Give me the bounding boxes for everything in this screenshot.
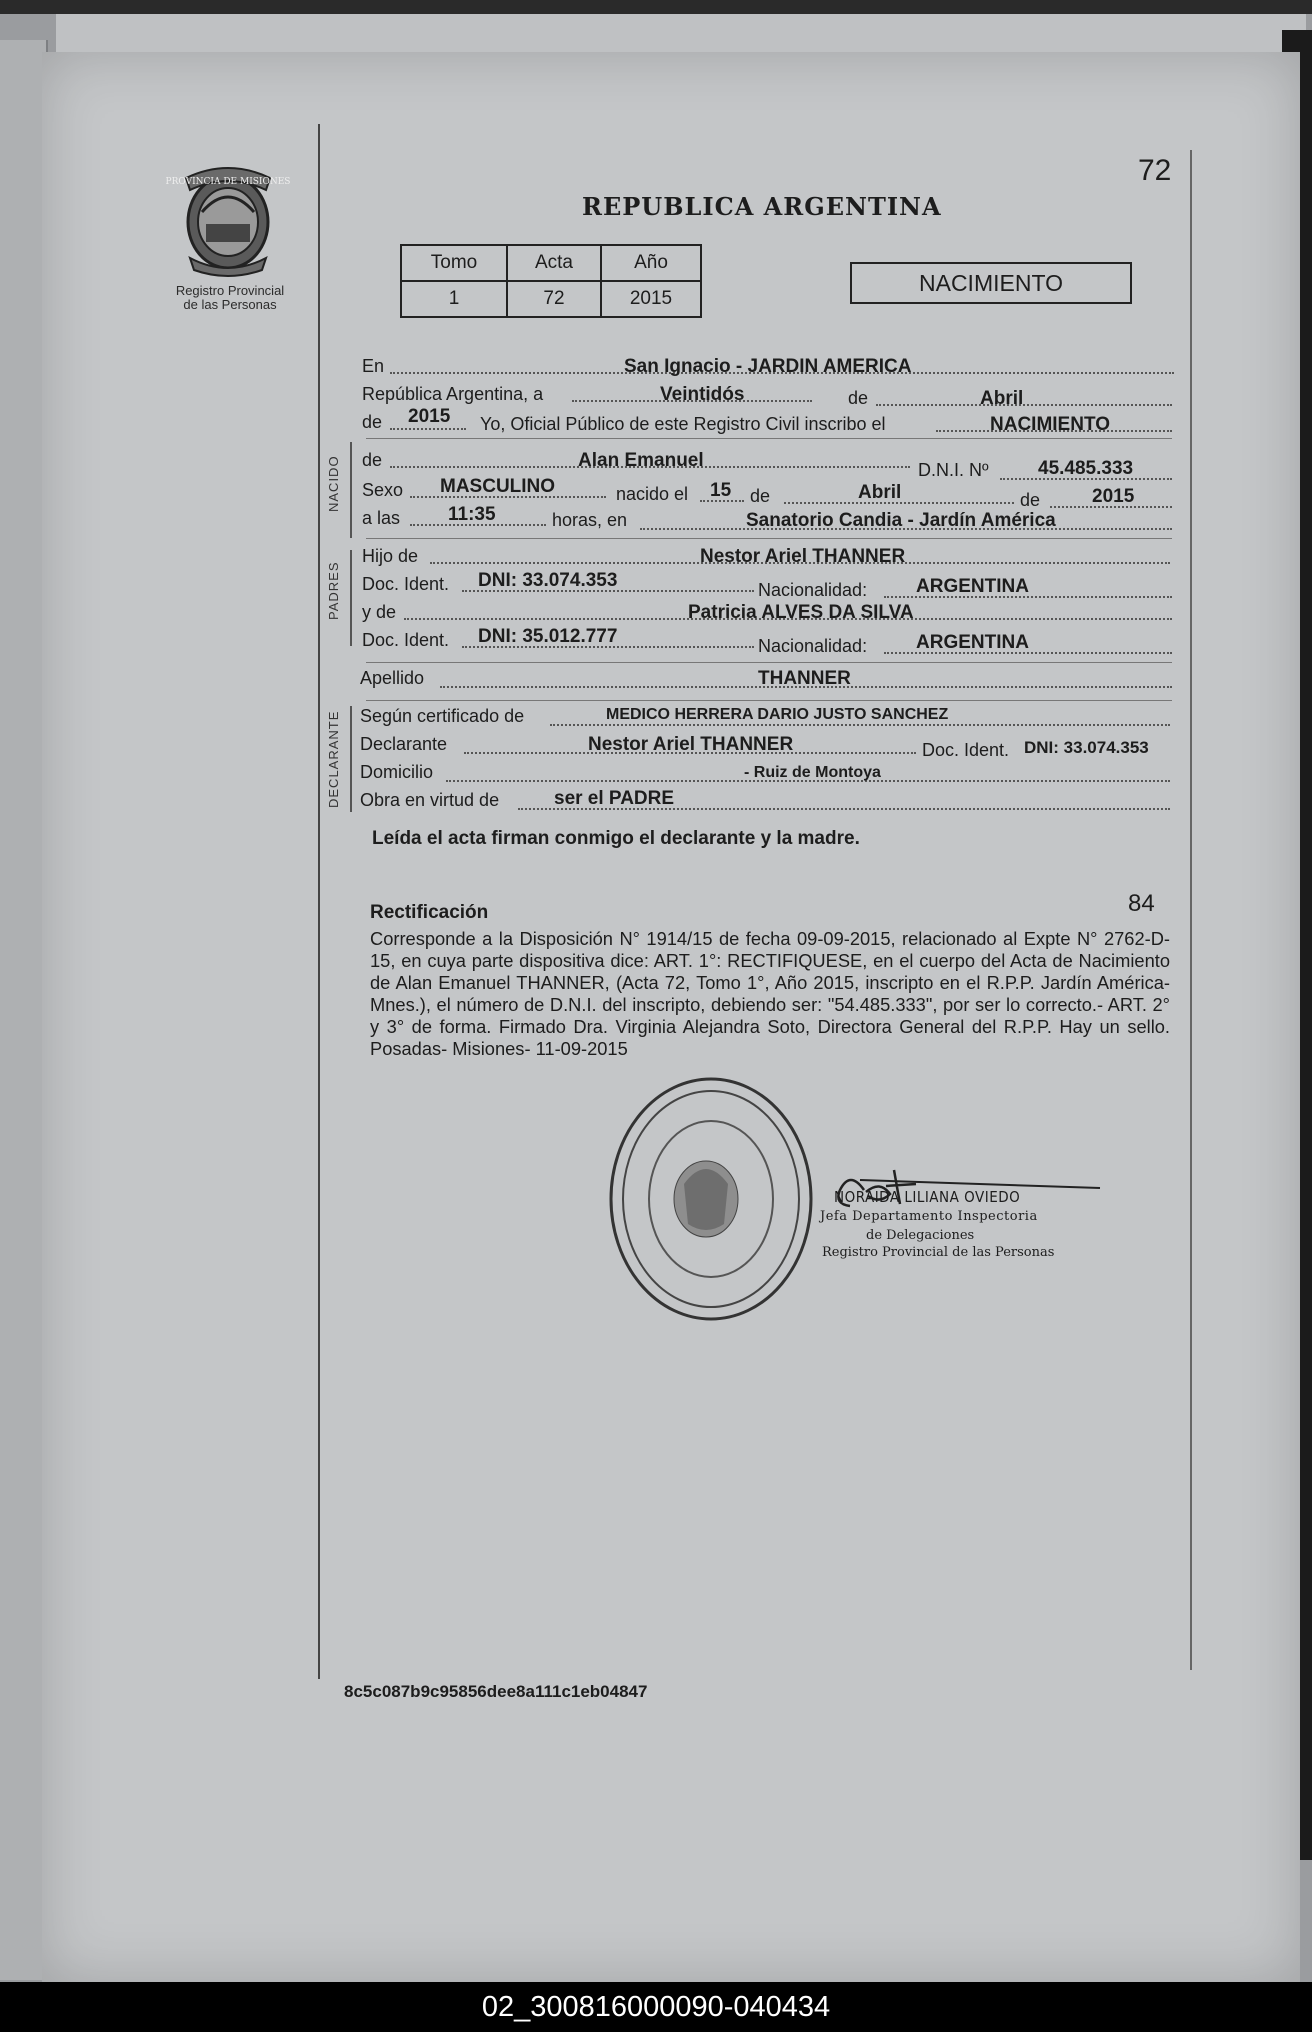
- side-label-declarante: DECLARANTE: [326, 710, 341, 808]
- label-declarante: Declarante: [360, 734, 448, 754]
- value-madre: Patricia ALVES DA SILVA: [688, 602, 914, 623]
- scan-top-edge: [0, 0, 1312, 14]
- value-acto: NACIMIENTO: [990, 414, 1110, 435]
- official-stamp-icon: [606, 1074, 816, 1324]
- margin-line-left: [318, 124, 320, 1679]
- label-doc-declarante: Doc. Ident.: [922, 740, 1010, 760]
- record-type-box: NACIMIENTO: [850, 262, 1132, 304]
- record-table: [400, 244, 702, 318]
- label-de-1: de: [848, 388, 869, 408]
- value-declarante: Nestor Ariel THANNER: [588, 734, 794, 755]
- value-apellido: THANNER: [758, 668, 851, 689]
- label-nac-madre: Nacionalidad:: [758, 636, 868, 656]
- value-hora: 11:35: [448, 504, 496, 525]
- label-de-3: de: [750, 486, 771, 506]
- value-padre-nac: ARGENTINA: [916, 576, 1029, 597]
- signatory-title-2: de Delegaciones: [866, 1228, 975, 1243]
- label-republica: República Argentina, a: [362, 384, 544, 404]
- value-nac-dia: 15: [710, 480, 732, 501]
- label-apellido: Apellido: [360, 668, 425, 688]
- page-number: 72: [1138, 154, 1172, 187]
- side-label-padres: PADRES: [326, 561, 341, 620]
- seal-text: PROVINCIA DE MISIONES: [165, 177, 291, 187]
- label-hijo-de: Hijo de: [362, 546, 419, 566]
- margin-line-right: [1190, 150, 1192, 1670]
- label-de-4: de: [1020, 490, 1041, 510]
- value-anio: 2015: [601, 281, 701, 317]
- label-doc-padre: Doc. Ident.: [362, 574, 450, 594]
- previous-page-edge: [0, 40, 48, 1980]
- value-dia: Veintidós: [660, 384, 745, 405]
- value-obra: ser el PADRE: [554, 788, 675, 809]
- rectificacion-number: 84: [1128, 890, 1155, 917]
- value-declarante-doc: DNI: 33.074.353: [1024, 738, 1149, 757]
- label-yo: Yo, Oficial Público de este Registro Civil inscribo el: [480, 414, 886, 434]
- label-nac-padre: Nacionalidad:: [758, 580, 868, 600]
- signatory-title-3: Registro Provincial de las Personas: [822, 1245, 1055, 1260]
- label-domicilio: Domicilio: [360, 762, 434, 782]
- value-lugar-nac: Sanatorio Candia - Jardín América: [746, 510, 1056, 531]
- label-de-2: de: [362, 412, 383, 432]
- value-domicilio: - Ruiz de Montoya: [744, 764, 881, 781]
- value-mes: Abril: [980, 388, 1024, 409]
- value-nac-anio: 2015: [1092, 486, 1135, 507]
- document-hash: 8c5c087b9c95856dee8a111c1eb04847: [344, 1682, 648, 1701]
- misiones-seal-icon: [165, 162, 291, 278]
- label-dni: D.N.I. Nº: [918, 460, 989, 480]
- value-anio: 2015: [408, 406, 451, 427]
- side-label-nacido: NACIDO: [326, 455, 341, 512]
- value-lugar: San Ignacio - JARDIN AMERICA: [624, 356, 912, 377]
- header-anio: Año: [601, 245, 701, 281]
- header-tomo: Tomo: [401, 245, 507, 281]
- value-padre-doc: DNI: 33.074.353: [478, 570, 618, 591]
- signatory-name: NORAIDA LILIANA OVIEDO: [834, 1188, 1021, 1206]
- signatory-title-1: Jefa Departamento Inspectoria: [820, 1209, 1038, 1224]
- label-segun: Según certificado de: [360, 706, 525, 726]
- value-tomo: 1: [401, 281, 507, 317]
- value-sexo: MASCULINO: [440, 476, 556, 497]
- value-padre: Nestor Ariel THANNER: [700, 546, 906, 567]
- label-horas-en: horas, en: [552, 510, 628, 530]
- label-doc-madre: Doc. Ident.: [362, 630, 450, 650]
- label-en: En: [362, 356, 385, 376]
- registry-label: Registro Provincial de las Personas: [175, 283, 285, 312]
- footer-id-bar: 02_300816000090-040434: [0, 1982, 1312, 2032]
- value-nac-mes: Abril: [858, 482, 902, 503]
- value-certificado: MEDICO HERRERA DARIO JUSTO SANCHEZ: [606, 706, 949, 723]
- value-acta: 72: [507, 281, 601, 317]
- header-acta: Acta: [507, 245, 601, 281]
- value-madre-nac: ARGENTINA: [916, 632, 1029, 653]
- label-de-nombre: de: [362, 450, 383, 470]
- value-dni: 45.485.333: [1038, 458, 1134, 479]
- label-a-las: a las: [362, 508, 401, 528]
- rectificacion-body: Corresponde a la Disposición N° 1914/15 de fecha 09-09-2015, relacionado al Expte N° 2762-D-15, en cuya parte dispositiva dice: ART. 1°: RECTIFIQUESE, en el cuerpo del Acta de Nacimiento de Alan Emanuel THANNER, (Acta 72, Tomo 1°, Año 2015, inscripto en el R.P.P. Jardín América-Mnes.), el número de D.N.I. del inscripto, debiendo ser: "54.485.333", por ser lo correcto.- ART. 2° y 3° de forma. Firmado Dra. Virginia Alejandra Soto, Directora General del R.P.P. Hay un sello. Posadas- Misiones- 11-09-2015: [370, 928, 1170, 1059]
- rectificacion-title: Rectificación: [370, 902, 489, 923]
- label-sexo: Sexo: [362, 480, 404, 500]
- country-heading: REPUBLICA ARGENTINA: [582, 192, 942, 221]
- closing-statement: Leída el acta firman conmigo el declarante y la madre.: [372, 828, 860, 849]
- label-obra: Obra en virtud de: [360, 790, 500, 810]
- value-nombre: Alan Emanuel: [578, 450, 704, 471]
- value-madre-doc: DNI: 35.012.777: [478, 626, 618, 647]
- label-nacido-el: nacido el: [616, 484, 689, 504]
- label-y-de: y de: [362, 602, 397, 622]
